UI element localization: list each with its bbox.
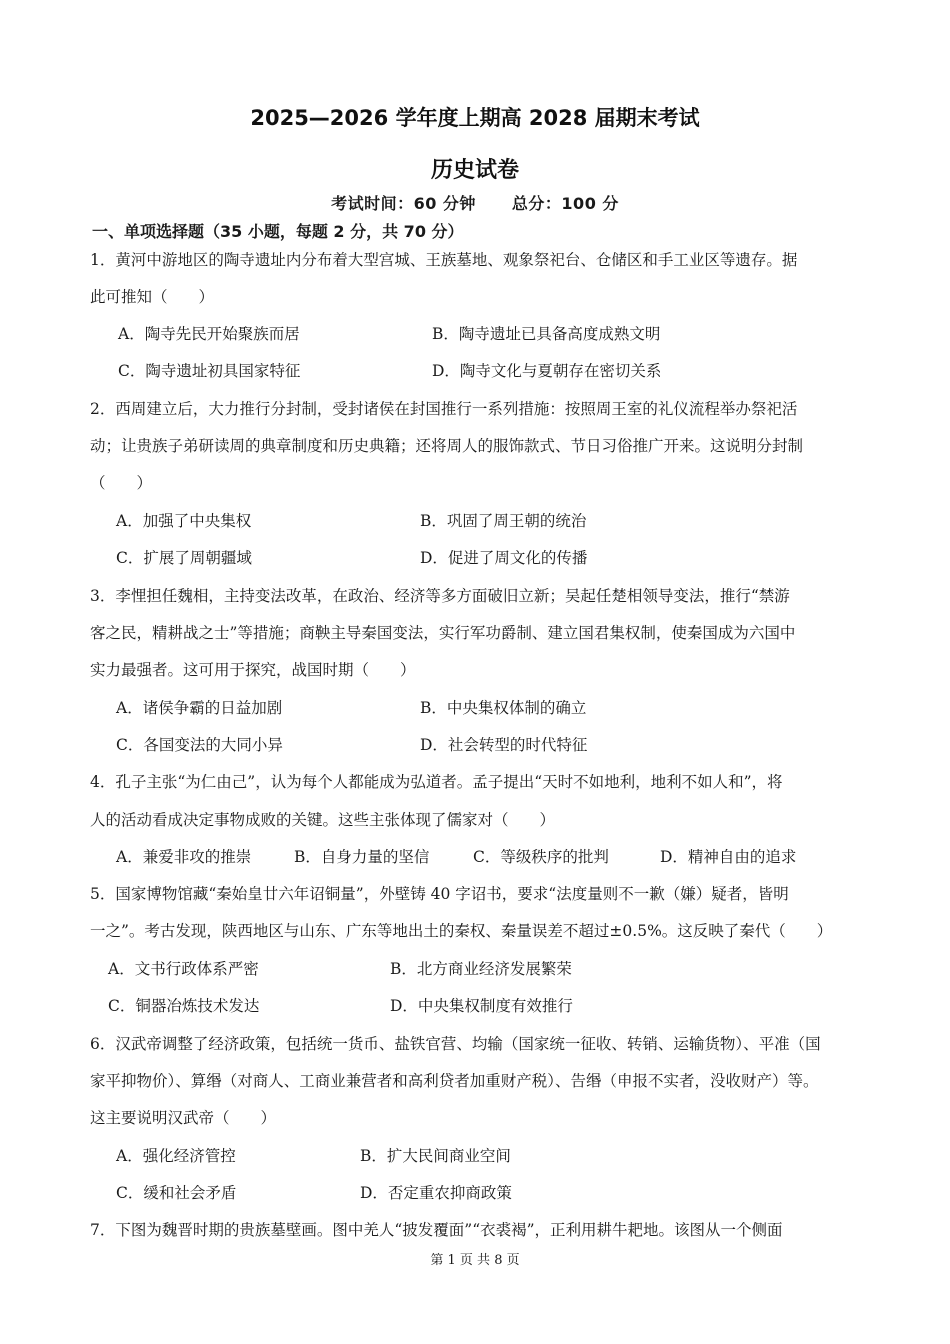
question-2-line-2: 动；让贵族子弟研读周的典章制度和历史典籍；还将周人的服饰款式、节日习俗推广开来。这说明分封制 xyxy=(90,437,804,455)
question-5-option-c[interactable]: C．铜器冶炼技术发达 xyxy=(108,997,260,1015)
question-1-option-a[interactable]: A．陶寺先民开始聚族而居 xyxy=(118,325,300,343)
question-1-line-2: 此可推知（ ） xyxy=(90,288,215,306)
question-3-line-1: 3．李悝担任魏相，主持变法改革，在政治、经济等多方面破旧立新；吴起任楚相领导变法，推行“禁游 xyxy=(90,587,790,605)
question-1-line-1: 1．黄河中游地区的陶寺遗址内分布着大型宫城、王族墓地、观象祭祀台、仓储区和手工业区等遗存。据 xyxy=(90,251,798,269)
question-4-option-a[interactable]: A．兼爱非攻的推崇 xyxy=(116,848,252,866)
question-6-line-2: 家平抑物价）、算缗（对商人、工商业兼营者和高利贷者加重财产税）、告缗（申报不实者，没收财产）等。 xyxy=(90,1072,819,1090)
exam-title: 2025—2026 学年度上期高 2028 届期末考试 xyxy=(250,106,700,130)
question-5-line-2: 一之”。考古发现，陕西地区与山东、广东等地出土的秦权、秦量误差不超过±0.5%。这反映了秦代（ ） xyxy=(90,922,833,940)
question-3-line-3: 实力最强者。这可用于探究，战国时期（ ） xyxy=(90,661,416,679)
question-6-option-c[interactable]: C．缓和社会矛盾 xyxy=(116,1184,237,1202)
exam-subtitle: 历史试卷 xyxy=(430,158,519,183)
exam-score: 总分：100 分 xyxy=(511,194,619,213)
question-3-option-a[interactable]: A．诸侯争霸的日益加剧 xyxy=(116,699,283,717)
question-4-line-1: 4．孔子主张“为仁由己”，认为每个人都能成为弘道者。孟子提出“天时不如地利，地利不如人和”，将 xyxy=(90,773,783,791)
question-5-line-1: 5．国家博物馆藏“秦始皇廿六年诏铜量”，外壁铸 40 字诏书，要求“法度量则不一歉（嫌）疑者，皆明 xyxy=(90,885,789,903)
question-5-option-b[interactable]: B．北方商业经济发展繁荣 xyxy=(390,960,572,978)
question-2-option-a[interactable]: A．加强了中央集权 xyxy=(116,512,252,530)
question-6-option-a[interactable]: A．强化经济管控 xyxy=(116,1147,236,1165)
question-4-option-b[interactable]: B．自身力量的坚信 xyxy=(294,848,430,866)
question-4-option-d[interactable]: D．精神自由的追求 xyxy=(660,848,797,866)
question-5-option-a[interactable]: A．文书行政体系严密 xyxy=(108,960,259,978)
question-3-line-2: 客之民，精耕战之士”等措施；商鞅主导秦国变法，实行军功爵制、建立国君集权制，使秦国成为六国中 xyxy=(90,624,796,642)
question-6-line-1: 6．汉武帝调整了经济政策，包括统一货币、盐铁官营、均输（国家统一征收、转销、运输货物）、平准（国 xyxy=(90,1035,821,1053)
exam-time: 考试时间：60 分钟 xyxy=(331,194,476,213)
question-1-option-c[interactable]: C．陶寺遗址初具国家特征 xyxy=(118,362,301,380)
question-3-option-c[interactable]: C．各国变法的大同小异 xyxy=(116,736,283,754)
question-7-line-1: 7．下图为魏晋时期的贵族墓壁画。图中羌人“披发覆面”“衣裘褐”，正利用耕牛耙地。该图从一个侧面 xyxy=(90,1221,783,1239)
question-3-option-b[interactable]: B．中央集权体制的确立 xyxy=(420,699,587,717)
question-2-option-d[interactable]: D．促进了周文化的传播 xyxy=(420,549,588,567)
question-1-option-b[interactable]: B．陶寺遗址已具备高度成熟文明 xyxy=(432,325,661,343)
page-footer: 第 1 页 共 8 页 xyxy=(430,1253,520,1268)
question-4-line-2: 人的活动看成决定事物成败的关键。这些主张体现了儒家对（ ） xyxy=(90,811,556,829)
exam-meta xyxy=(0,191,950,214)
question-2-line-3: （ ） xyxy=(90,474,153,492)
question-2-option-c[interactable]: C．扩展了周朝疆域 xyxy=(116,549,252,567)
question-6-line-3: 这主要说明汉武帝（ ） xyxy=(90,1109,277,1127)
question-2-line-1: 2．西周建立后，大力推行分封制，受封诸侯在封国推行一系列措施：按照周王室的礼仪流程举办祭祀活 xyxy=(90,400,798,418)
question-3-option-d[interactable]: D．社会转型的时代特征 xyxy=(420,736,588,754)
question-1-option-d[interactable]: D．陶寺文化与夏朝存在密切关系 xyxy=(432,362,662,380)
question-6-option-b[interactable]: B．扩大民间商业空间 xyxy=(360,1147,511,1165)
question-4-option-c[interactable]: C．等级秩序的批判 xyxy=(473,848,609,866)
section-heading: 一、单项选择题（35 小题，每题 2 分，共 70 分） xyxy=(92,222,464,241)
question-6-option-d[interactable]: D．否定重农抑商政策 xyxy=(360,1184,512,1202)
question-2-option-b[interactable]: B．巩固了周王朝的统治 xyxy=(420,512,587,530)
question-5-option-d[interactable]: D．中央集权制度有效推行 xyxy=(390,997,573,1015)
